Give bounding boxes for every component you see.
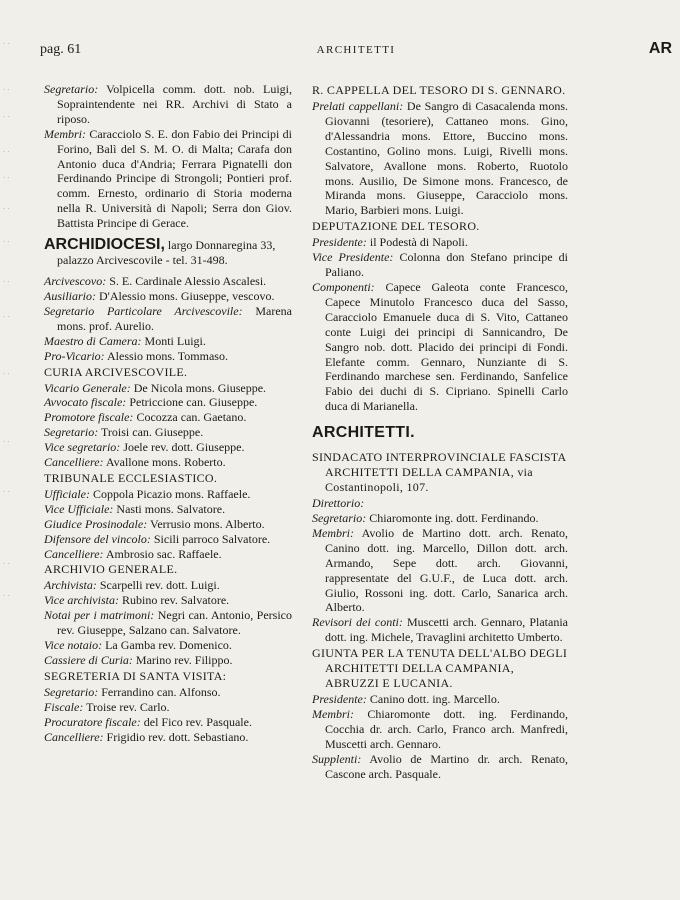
architetti-title: ARCHITETTI. [312,424,415,442]
entry-direttorio: Direttorio: [312,496,365,511]
left-column [44,82,292,745]
entry-vice-notaio: Vice notaio: La Gamba rev. Domenico. [44,638,232,653]
visita-heading: SEGRETERIA DI SANTA VISITA: [44,668,227,683]
entry-avvocato-fiscale: Avvocato fiscale: Petriccione can. Giuseppe. [44,395,258,410]
sindacato-heading: SINDACATO INTERPROVINCIALE FASCISTA ARCHITETTI DELLA CAMPANIA, via Costantinopoli, 107. [312,450,566,495]
entry-arcivescovo: Arcivescovo: S. E. Cardinale Alessio Ascalesi. [44,274,267,289]
right-column [312,82,568,782]
entry-vicario-generale: Vicario Generale: De Nicola mons. Giuseppe. [44,380,267,395]
entry-curia-cancelliere: Cancelliere: Avallone mons. Roberto. [44,455,226,470]
entry-prelati-cappellani: Prelati cappellani: De Sangro di Casacalenda mons. Giovanni (tesoriere), Cattaneo mons. Gino, d'Alessandria mons. Ettore, Buccino mons. Costantino, Golino mons. Luigi, Rivelli mons. Salvatore, Avallone mons. Roberto, Ruotolo mons. Ausilio, De Simone mons. Francesco, de Miranda mons. Giuseppe, Caracciolo mons. Mario, Barbieri mons. Luigi. [312,99,568,218]
entry-cassiere-curia: Cassiere di Curia: Marino rev. Filippo. [44,653,233,667]
entry-promotore-fiscale: Promotore fiscale: Cocozza can. Gaetano. [44,410,247,425]
entry-pro-vicario: Pro-Vicario: Alessio mons. Tommaso. [44,348,228,363]
entry-vice-ufficiale: Vice Ufficiale: Nasti mons. Salvatore. [44,501,226,516]
entry-visita-segretario: Segretario: Ferrandino can. Alfonso. [44,684,221,699]
entry-membri: Membri: Caracciolo S. E. don Fabio dei Principi di Forino, Balì del S. M. O. di Malta; Carafa don Antonio duca d'Andria; Ferrara Pignatelli don Ferdinando Principe di Strongoli; Pontieri prof. comm. Ernesto, ordinario di Storia moderna nella R. Università di Napoli; Serra don Giov. Battista Principe di Gerace. [44,126,292,231]
curia-heading: CURIA ARCIVESCOVILE. [44,364,188,379]
archidiocesi-heading: ARCHIDIOCESI, largo Donnaregina 33, palazzo Arcivescovile - tel. 31-498. [44,236,276,268]
entry-archivista: Archivista: Scarpelli rev. dott. Luigi. [44,578,220,593]
guide-word: AR [648,40,672,57]
entry-arch-membri: Membri: Avolio de Martino dott. arch. Renato, Canino dott. ing. Marcello, Dillon dott. arch. Armando, Sepe dott. arch. Giovanni, rappresentate del G.U.F., de Luca dott. arch. Giulio, Rossoni ing. dott. Carlo, Sanarica arch. Alberto. [312,525,568,615]
archivio-heading: ARCHIVIO GENERALE. [44,562,178,577]
entry-tribunale-cancelliere: Cancelliere: Ambrosio sac. Raffaele. [44,546,222,561]
entry-maestro-di-camera: Maestro di Camera: Monti Luigi. [44,333,206,348]
entry-componenti: Componenti: Capece Galeota conte Francesco, Capece Minutolo Francesco duca del Sasso, Caracciolo Emanuele duca di S. Vito, Cattaneo conte Luigi dei principi di Sannicandro, De Sangro nob. dott. Placido dei principi di Fondi. Elefante comm. Gennaro, Nunziante di S. Ferdinando marchese sen. Ferdinando, Sanfelice Fabio dei duchi di S. Cipriano. Spinelli Carlo duca di Marianella. [312,279,568,414]
entry-supplenti: Supplenti: Avolio de Martino dr. arch. Renato, Cascone arch. Pasquale. [312,751,568,781]
entry-vice-segretario: Vice segretario: Joele rev. dott. Giuseppe. [44,440,245,455]
running-header [40,40,672,62]
entry-fiscale: Fiscale: Troise rev. Carlo. [44,699,170,714]
entry-difensore-vincolo: Difensore del vincolo: Sicili parroco Salvatore. [44,531,271,546]
entry-arch-segretario: Segretario: Chiaromonte ing. dott. Ferdinando. [312,511,539,526]
giunta-heading: GIUNTA PER LA TENUTA DELL'ALBO DEGLI ARCHITETTI DELLA CAMPANIA, ABRUZZI E LUCANIA. [312,646,568,691]
entry-vice-archivista: Vice archivista: Rubino rev. Salvatore. [44,593,230,608]
cappella-heading: R. CAPPELLA DEL TESORO DI S. GENNARO. [312,83,566,97]
deputazione-heading: DEPUTAZIONE DEL TESORO. [312,219,480,234]
entry-revisori-conti: Revisori dei conti: Muscetti arch. Gennaro, Platania dott. ing. Michele, Travaglini architetto Umberto. [312,615,568,645]
scan-edge-bleed: · · · · · · · · · · · · · · · · · · · · · · · · · · · · [3,40,10,600]
entry-presidente: Presidente: il Podestà di Napoli. [312,235,468,250]
entry-ausiliario: Ausiliario: D'Alessio mons. Giuseppe, vescovo. [44,288,275,303]
entry-vice-presidente: Vice Presidente: Colonna don Stefano principe di Paliano. [312,250,568,280]
entry-giudice-prosinodale: Giudice Prosinodale: Verrusio mons. Alberto. [44,516,265,531]
running-title: ARCHITETTI [316,44,396,56]
entry-segretario: Segretario: Volpicella comm. dott. nob. Luigi, Sopraintendente nei RR. Archivi di Stato a riposo. [44,82,292,126]
entry-procuratore-fiscale: Procuratore fiscale: del Fico rev. Pasquale. [44,714,252,729]
entry-segretario-particolare: Segretario Particolare Arcivescovile: Marena mons. prof. Aurelio. [44,303,292,333]
entry-giunta-membri: Membri: Chiaromonte dott. ing. Ferdinando, Cocchia dr. arch. Carlo, Franco arch. Manfredi, Muscetti arch. Gennaro. [312,707,568,751]
entry-visita-cancelliere: Cancelliere: Frigidio rev. dott. Sebastiano. [44,729,249,744]
page-number: pag. 61 [40,42,82,57]
entry-giunta-presidente: Presidente: Canino dott. ing. Marcello. [312,692,500,707]
entry-ufficiale: Ufficiale: Coppola Picazio mons. Raffaele. [44,486,251,501]
tribunale-heading: TRIBUNALE ECCLESIASTICO. [44,470,218,485]
entry-notai-matrimoni: Notai per i matrimoni: Negri can. Antonio, Persico rev. Giuseppe, Salzano can. Salvatore. [44,608,292,638]
entry-curia-segretario: Segretario: Troisi can. Giuseppe. [44,425,204,440]
